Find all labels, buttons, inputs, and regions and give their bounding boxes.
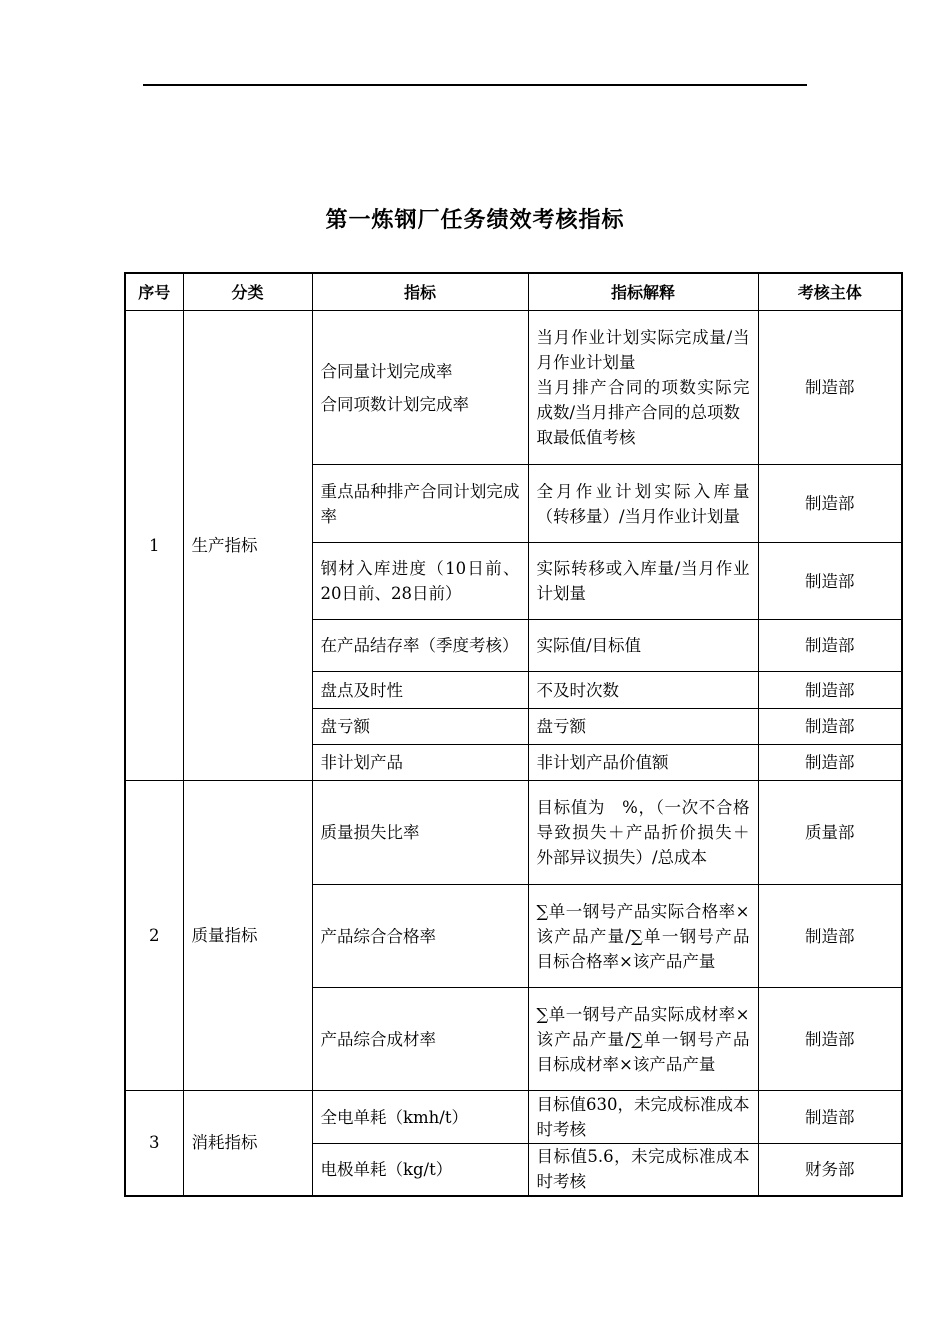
owner-cell: 制造部 [758, 465, 902, 543]
indicator-cell: 电极单耗（kg/t） [312, 1144, 528, 1196]
owner-cell: 制造部 [758, 620, 902, 672]
indicator-cell: 全电单耗（kmh/t） [312, 1091, 528, 1144]
indicator-line: 合同量计划完成率 [320, 361, 453, 381]
header-no: 序号 [125, 273, 183, 311]
group-category: 生产指标 [183, 311, 312, 781]
explanation-cell: 目标值5.6，未完成标准成本时考核 [528, 1144, 758, 1196]
owner-cell: 制造部 [758, 988, 902, 1091]
group-category: 质量指标 [183, 781, 312, 1091]
indicator-cell: 产品综合合格率 [312, 885, 528, 988]
owner-cell: 制造部 [758, 672, 902, 709]
explanation-cell: 盘亏额 [528, 709, 758, 745]
indicator-cell: 在产品结存率（季度考核） [312, 620, 528, 672]
header-owner: 考核主体 [758, 273, 902, 311]
indicator-cell: 钢材入库进度（10日前、20日前、28日前） [312, 543, 528, 620]
owner-cell: 制造部 [758, 1091, 902, 1144]
group-number: 1 [125, 311, 183, 781]
indicator-cell: 产品综合成材率 [312, 988, 528, 1091]
owner-cell: 制造部 [758, 709, 902, 745]
explanation-cell: 目标值为 %，（一次不合格导致损失＋产品折价损失＋外部异议损失）/总成本 [528, 781, 758, 885]
header-rule [143, 84, 807, 86]
indicator-cell: 重点品种排产合同计划完成率 [312, 465, 528, 543]
owner-cell: 质量部 [758, 781, 902, 885]
owner-cell: 制造部 [758, 745, 902, 781]
indicator-cell: 质量损失比率 [312, 781, 528, 885]
explanation-cell: 实际值/目标值 [528, 620, 758, 672]
explanation-cell: 非计划产品价值额 [528, 745, 758, 781]
document-title: 第一炼钢厂任务绩效考核指标 [325, 208, 625, 233]
explanation-cell: 实际转移或入库量/当月作业计划量 [528, 543, 758, 620]
explanation-cell: ∑单一钢号产品实际成材率×该产品产量/∑单一钢号产品目标成材率×该产品产量 [528, 988, 758, 1091]
table-row [125, 781, 902, 885]
owner-cell: 制造部 [758, 543, 902, 620]
table-row [125, 311, 902, 465]
header-category: 分类 [183, 273, 312, 311]
owner-cell: 制造部 [758, 885, 902, 988]
indicator-cell: 非计划产品 [312, 745, 528, 781]
table-header-row [125, 273, 902, 311]
indicator-cell: 盘亏额 [312, 709, 528, 745]
kpi-table [124, 272, 903, 1197]
explanation-cell: 当月作业计划实际完成量/当月作业计划量 当月排产合同的项数实际完成数/当月排产合同的总项数 取最低值考核 [528, 311, 758, 465]
explanation-cell: ∑单一钢号产品实际合格率×该产品产量/∑单一钢号产品目标合格率×该产品产量 [528, 885, 758, 988]
group-number: 2 [125, 781, 183, 1091]
group-category: 消耗指标 [183, 1091, 312, 1196]
owner-cell: 财务部 [758, 1144, 902, 1196]
group-number: 3 [125, 1091, 183, 1196]
explanation-cell: 不及时次数 [528, 672, 758, 709]
owner-cell: 制造部 [758, 311, 902, 465]
header-indicator: 指标 [312, 273, 528, 311]
indicator-cell [312, 311, 528, 465]
explanation-cell: 目标值630，未完成标准成本时考核 [528, 1091, 758, 1144]
header-explanation: 指标解释 [528, 273, 758, 311]
table-row [125, 1091, 902, 1144]
indicator-cell: 盘点及时性 [312, 672, 528, 709]
explanation-cell: 全月作业计划实际入库量（转移量）/当月作业计划量 [528, 465, 758, 543]
indicator-line: 合同项数计划完成率 [320, 394, 469, 414]
